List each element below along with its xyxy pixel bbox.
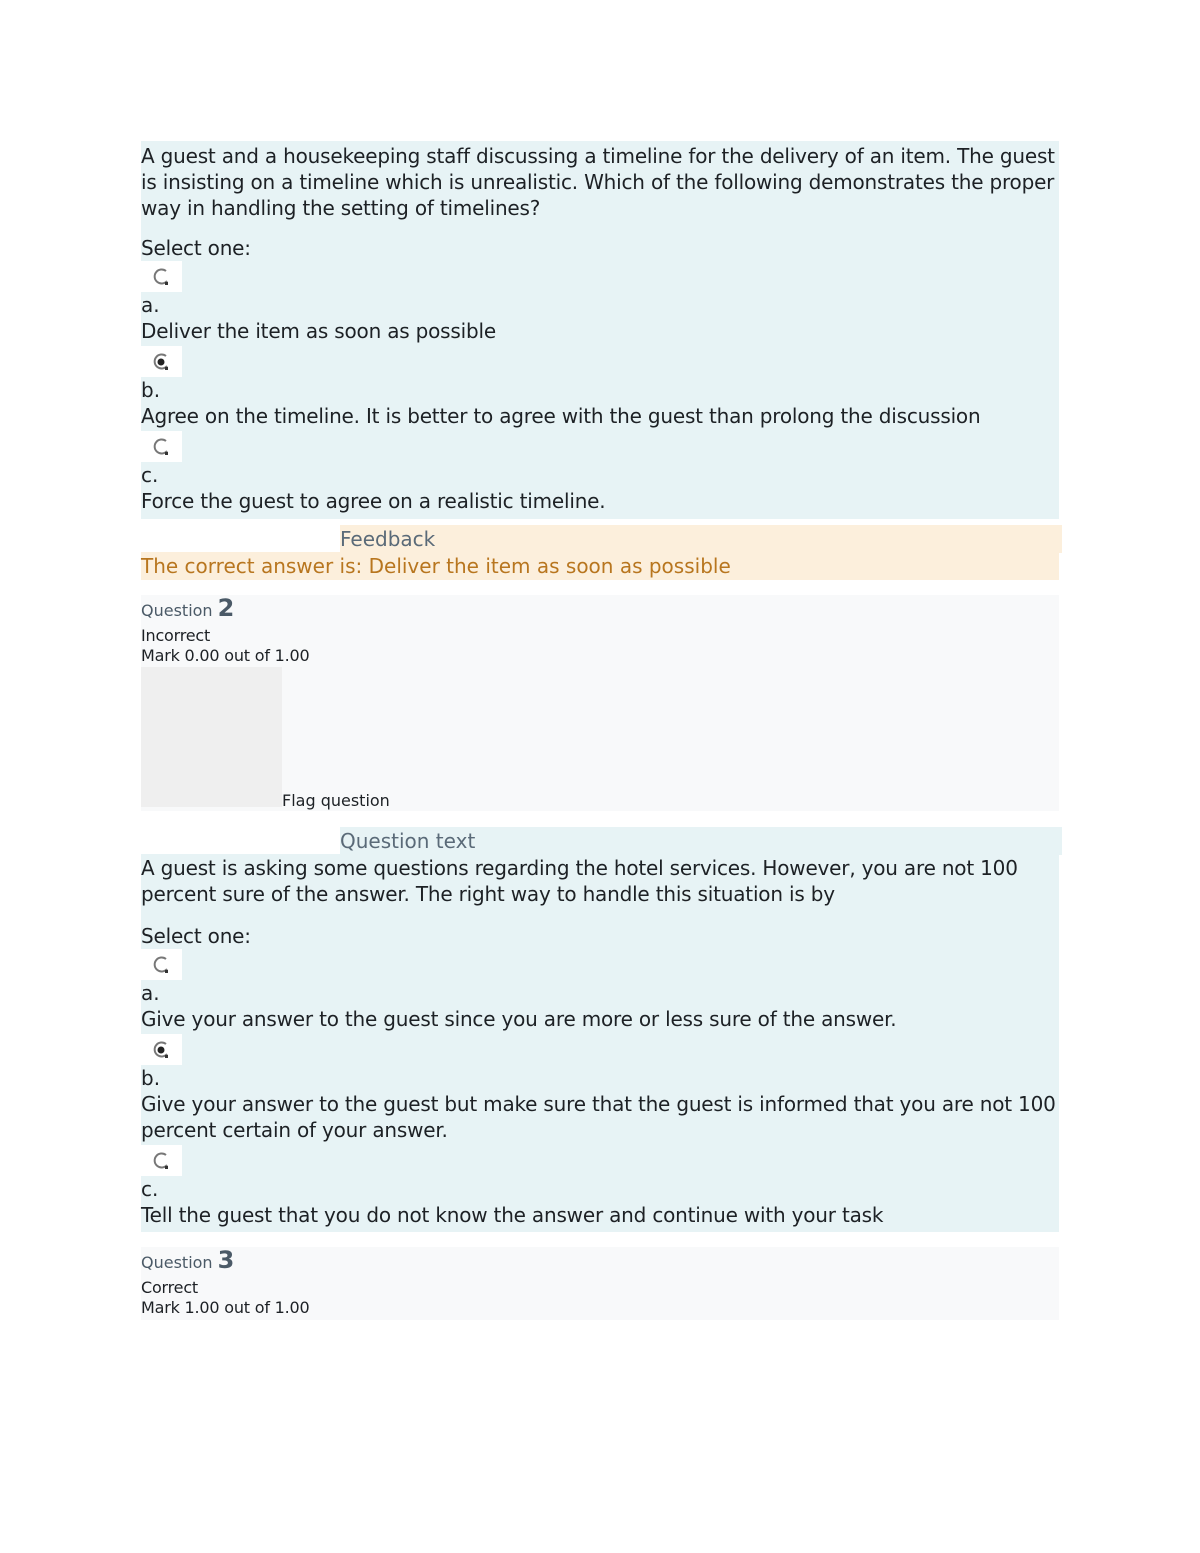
option-b-radio[interactable] xyxy=(141,346,182,377)
flag-question-link[interactable]: Flag question xyxy=(282,791,390,810)
feedback-heading: Feedback xyxy=(340,527,436,551)
option-c-letter: c. xyxy=(141,463,159,487)
radio-checked-icon xyxy=(152,1040,172,1060)
question-3-heading xyxy=(141,1247,1059,1274)
question-2-content xyxy=(141,827,1059,1232)
question-1-content xyxy=(141,141,1059,519)
radio-unchecked-icon xyxy=(152,437,172,457)
radio-unchecked-icon xyxy=(152,955,172,975)
option-a-radio[interactable] xyxy=(141,949,182,980)
option-c-radio[interactable] xyxy=(141,431,182,462)
select-one-label: Select one: xyxy=(141,236,251,260)
question-2-status: Incorrect xyxy=(141,626,211,645)
flag-icon[interactable] xyxy=(141,667,282,807)
radio-checked-icon xyxy=(152,352,172,372)
option-c-radio[interactable] xyxy=(141,1145,182,1176)
radio-unchecked-icon xyxy=(152,267,172,287)
option-a-text[interactable]: Give your answer to the guest since you are more or less sure of the answer. xyxy=(141,1007,897,1031)
option-a-radio[interactable] xyxy=(141,261,182,292)
option-a-text[interactable]: Deliver the item as soon as possible xyxy=(141,319,496,343)
question-label: Question xyxy=(141,601,213,620)
option-c-text[interactable]: Force the guest to agree on a realistic timeline. xyxy=(141,489,606,513)
question-2-info xyxy=(141,595,1059,811)
option-b-letter: b. xyxy=(141,1066,161,1090)
question-2-mark: Mark 0.00 out of 1.00 xyxy=(141,646,310,665)
question-label: Question xyxy=(141,1253,213,1272)
option-b-text[interactable]: Give your answer to the guest but make sure that the guest is informed that you are not 100 percent certain of your answer. xyxy=(141,1092,1056,1142)
option-b-text[interactable]: Agree on the timeline. It is better to agree with the guest than prolong the discussion xyxy=(141,404,981,428)
question-number: 3 xyxy=(217,1246,235,1274)
option-c-letter: c. xyxy=(141,1177,159,1201)
question-number: 2 xyxy=(217,594,235,622)
feedback-text: The correct answer is: Deliver the item as soon as possible xyxy=(141,552,1059,580)
option-b-radio[interactable] xyxy=(141,1034,182,1065)
option-a-letter: a. xyxy=(141,981,160,1005)
option-c-text[interactable]: Tell the guest that you do not know the answer and continue with your task xyxy=(141,1203,884,1227)
select-one-label: Select one: xyxy=(141,924,251,948)
option-b-letter: b. xyxy=(141,378,161,402)
question-3-mark: Mark 1.00 out of 1.00 xyxy=(141,1298,310,1317)
question-text-heading: Question text xyxy=(340,829,476,853)
radio-unchecked-icon xyxy=(152,1151,172,1171)
feedback-section xyxy=(141,525,1059,580)
question-1-text: A guest and a housekeeping staff discussing a timeline for the delivery of an item. The guest is insisting on a timeline which is unrealistic. Which of the following demonstrates the proper way in handling the setting of timelines? xyxy=(141,144,1055,220)
question-3-info xyxy=(141,1247,1059,1320)
question-2-text: A guest is asking some questions regarding the hotel services. However, you are not 100 percent sure of the answer. The right way to handle this situation is by xyxy=(141,856,1018,906)
question-2-heading xyxy=(141,595,1059,622)
question-3-status: Correct xyxy=(141,1278,198,1297)
option-a-letter: a. xyxy=(141,293,160,317)
